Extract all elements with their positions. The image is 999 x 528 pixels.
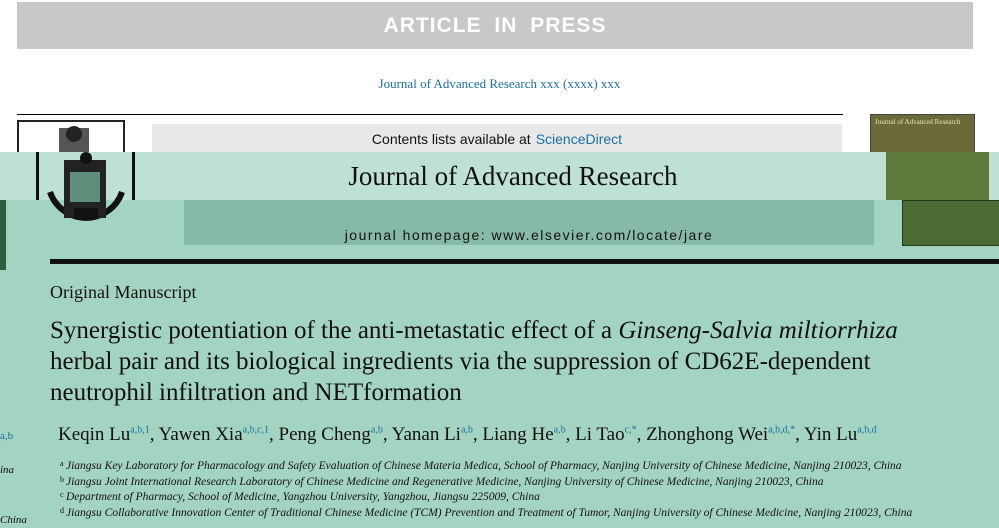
section-rule [50, 259, 999, 264]
journal-cover-thumbnail[interactable] [870, 114, 975, 154]
elsevier-tree-icon [19, 122, 123, 154]
author[interactable]: Liang He$^{a,b}$ [482, 424, 566, 445]
author[interactable]: Li Tao$^{c,*}$ [575, 424, 637, 445]
elsevier-logo-large [34, 152, 138, 252]
overlay-fragment-text: China [0, 514, 27, 526]
title-part-2: herbal pair and its biological ingredients via the suppression of CD62E-dependent neutrophil infiltration and NETformation [50, 348, 871, 406]
author[interactable]: Peng Cheng$^{a,b}$ [278, 424, 383, 445]
header-rule [17, 114, 843, 115]
sciencedirect-link[interactable]: ScienceDirect [535, 131, 623, 147]
article-title [50, 315, 950, 408]
affiliations [60, 459, 999, 521]
author[interactable]: Yanan Li$^{a,b}$ [391, 424, 473, 445]
contents-prefix: Contents lists available at [371, 131, 531, 147]
overlay-left-strip [0, 200, 6, 270]
overlay-fragment-symbol: a,b [0, 430, 14, 442]
affiliation-item: b Jiangsu Joint International Research Laboratory of Chinese Medicine and Regenerative Medicine, Nanjing University of Chinese Medicine, Nanjing 210023, China [60, 474, 824, 488]
author[interactable]: Yin Lu$^{a,b,d}$ [803, 424, 877, 445]
contents-box [152, 124, 842, 154]
overlay-fragment-text: ina [0, 464, 15, 476]
article-type: Original Manuscript [50, 282, 197, 302]
affiliation-item: d Jiangsu Collaborative Innovation Center of Traditional Chinese Medicine (TCM) Prevention and Treatment of Tumor, Nanjing University of Chinese Medicine, Nanjing 210023, China [60, 505, 913, 519]
author[interactable]: Yawen Xia$^{a,b,c,1}$ [158, 424, 270, 445]
title-part-1: Synergistic potentiation of the anti-metastatic effect of a [50, 317, 619, 344]
elsevier-logo [17, 120, 125, 154]
affiliation-item: a Jiangsu Key Laboratory for Pharmacology and Safety Evaluation of Chinese Materia Medica, School of Pharmacy, Nanjing University of Chinese Medicine, Nanjing 210023, China [60, 459, 902, 472]
journal-cover-image-lower [902, 200, 999, 246]
author[interactable]: Zhonghong Wei$^{a,b,d,*}$ [646, 424, 796, 445]
journal-title: Journal of Advanced Research [348, 160, 678, 191]
journal-homepage-link[interactable]: journal homepage: www.elsevier.com/locate/jare [184, 200, 874, 245]
author-list: Keqin Lu$^{a,b,1}$, Yawen Xia$^{a,b,c,1}$, Peng Cheng$^{a,b}$, Yanan Li$^{a,b}$, Liang He$^{a,b}$, Li Tao$^{c,*}$, Zhonghong Wei$^{a,b,d,*}$, Yin Lu$^{a,b,d}$ [58, 424, 877, 445]
title-italic: Ginseng-Salvia miltiorrhiza [618, 317, 898, 344]
journal-cover-image[interactable] [886, 152, 989, 200]
article-in-press-banner: ARTICLE IN PRESS [17, 2, 973, 49]
author[interactable]: Keqin Lu$^{a,b,1}$ [58, 424, 150, 445]
cover-title: Journal of Advanced Research [875, 118, 961, 126]
elsevier-tree-icon [34, 152, 138, 252]
journal-reference-link[interactable]: Journal of Advanced Research xxx (xxxx) xxx [378, 76, 621, 91]
affiliation-item: c Department of Pharmacy, School of Medicine, Yangzhou University, Yangzhou, Jiangsu 225009, China [60, 490, 540, 503]
